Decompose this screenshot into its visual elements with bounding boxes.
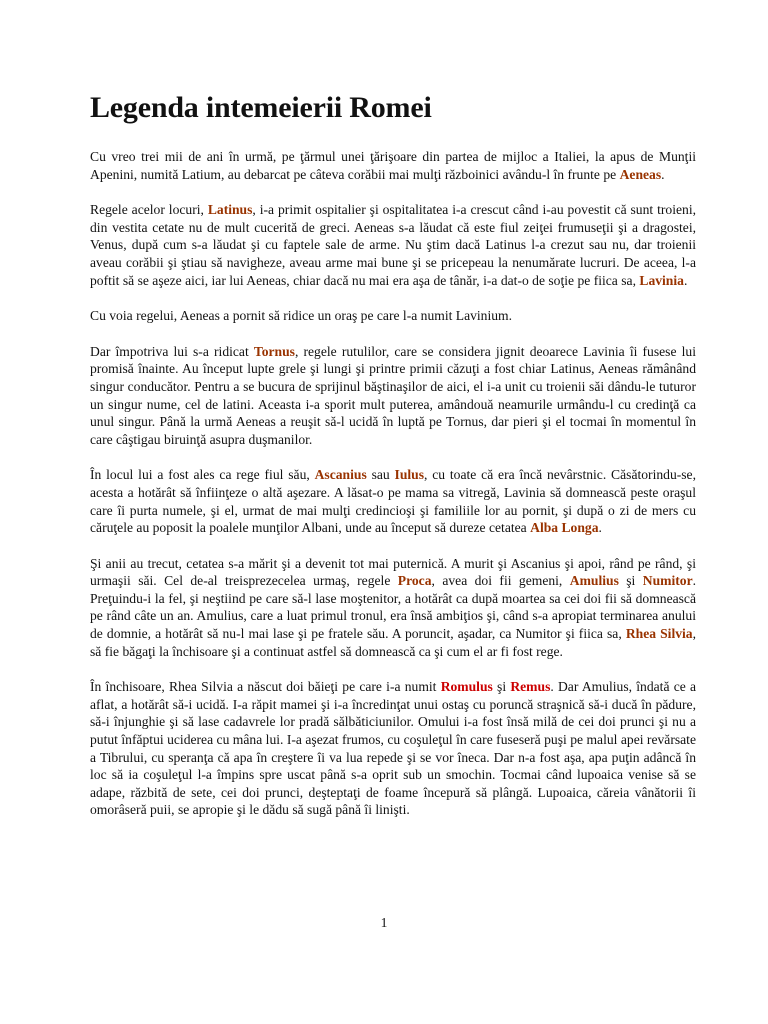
paragraph-text: . Preţuindu-i la fel, şi neştiind pe care să-l lase moştenitor, a hotărât ca după moartea sa cei doi fii să domnească pe rând câte un an. Amulius, care a luat primul tronul, era însă ambiţios şi, când s-a apropiat terminarea anului de domnie, a hotărât să nu-l mai lase şi pe fratele său. A poruncit, aşadar, ca Numitor şi fiica sa, bbox=[90, 573, 697, 642]
page-title: Legenda intemeierii Romei bbox=[90, 91, 432, 124]
paragraph-text: , regele rutulilor, care se considera jignit deoarece Lavinia îi fusese lui promisă înainte. Au început lupte grele şi lungi şi printre primii căzuţi a fost chiar Latinus, Aeneas rămânând singur conducător. Pentru a se bucura de sprijinul băştinaşilor de aici, el i-a unit cu troienii săi dându-le tuturor un singur nume, cel de latini. Aceasta i-a sporit mult puterea, amândouă neamurile urmându-l cu credinţă ca unul singur. Până la urmă Aeneas a reuşit să-l ucidă în luptă pe Tornus, dar pieri şi el tocmai în momentul în care câştigau biruinţă asupra duşmanilor. bbox=[90, 343, 696, 447]
page-number: 1 bbox=[380, 915, 388, 930]
paragraph bbox=[90, 555, 696, 661]
paragraph-text: , cu toate că era încă nevârstnic. Căsătorindu-se, acesta a hotărât să înfiinţeze o altă aşezare. A lăsat-o pe mama sa vitregă, Lavinia să domnească peste oraşul care îi purta numele, şi el, urmat de mai mulţi credincioşi şi familiile lor au pornit, şi după o zi de mers cu căruţele au poposit la poalele munţilor Albani, unde au început să dureze cetatea bbox=[90, 467, 696, 536]
highlighted-name: Ascanius bbox=[314, 467, 367, 483]
paragraph-text: . bbox=[683, 272, 688, 288]
paragraph bbox=[90, 343, 696, 449]
paragraph-text: sau bbox=[366, 467, 395, 483]
highlighted-name: Proca bbox=[397, 573, 432, 589]
paragraph bbox=[90, 148, 696, 183]
highlighted-name: Numitor bbox=[642, 573, 693, 589]
paragraph-text: Regele acelor locuri, bbox=[90, 202, 208, 218]
paragraph-text: . bbox=[661, 166, 665, 182]
highlighted-name: Aeneas bbox=[619, 166, 662, 182]
highlighted-name: Iulus bbox=[394, 467, 425, 483]
highlighted-name: Latinus bbox=[207, 202, 253, 218]
highlighted-name: Remus bbox=[510, 679, 551, 695]
paragraph-text: Cu voia regelui, Aeneas a pornit să ridice un oraş pe care l-a numit Lavinium. bbox=[90, 308, 513, 324]
paragraph-text: , să fie băgaţi la închisoare şi a continuat astfel să domnească ca şi cum el ar fi fost rege. bbox=[90, 626, 697, 659]
paragraph-text: , i-a primit ospitalier şi ospitalitatea i-a crescut când i-au povestit că sunt troieni, din vestita cetate nu de mult cucerită de greci. Aeneas s-a lăudat că este fiul zeiţei frumuseţii şi a dragostei, Venus, după cum s-a lăudat şi cu faptele sale de arme. Nu ştim dacă Latinus l-a crezut sau nu, dar troienii aveau corăbii şi ştiau să navigheze, aveau arme mai bune şi se pricepeau la nenumărate lucruri. De aceea, l-a poftit să se aşeze aici, iar lui Aeneas, chiar dacă nu mai era aşa de tânăr, i-a dat-o de soţie pe fiica sa, bbox=[90, 202, 696, 288]
paragraph-text: şi bbox=[618, 573, 643, 589]
paragraph bbox=[90, 466, 696, 536]
document-body bbox=[90, 148, 696, 819]
paragraph bbox=[90, 307, 696, 325]
paragraph-text: , avea doi fii gemeni, bbox=[431, 573, 570, 589]
paragraph-text: În locul lui a fost ales ca rege fiul său, bbox=[90, 467, 315, 483]
highlighted-name: Rhea Silvia bbox=[625, 626, 693, 642]
paragraph-text: şi bbox=[492, 679, 511, 695]
paragraph-text: Cu vreo trei mii de ani în urmă, pe ţărmul unei ţărişoare din partea de mijloc a Italiei, la apus de Munţii Apenini, numită Latium, au debarcat pe câteva corăbii mai mulţi războinici avându-l în frunte pe bbox=[90, 149, 696, 182]
paragraph-text: Dar împotriva lui s-a ridicat bbox=[90, 343, 254, 359]
paragraph bbox=[90, 201, 696, 289]
paragraph-text: În închisoare, Rhea Silvia a născut doi băieţi pe care i-a numit bbox=[90, 679, 441, 695]
document-page bbox=[90, 90, 696, 837]
paragraph-text: Şi anii au trecut, cetatea s-a mărit şi a devenit tot mai puternică. A murit şi Ascanius şi apoi, rând pe rând, şi urmaşii săi. Cel de-al treisprezecelea urmaş, regele bbox=[90, 555, 696, 589]
highlighted-name: Alba Longa bbox=[530, 520, 599, 536]
highlighted-name: Amulius bbox=[569, 573, 619, 589]
paragraph-text: . bbox=[598, 520, 602, 536]
paragraph bbox=[90, 678, 696, 819]
highlighted-name: Romulus bbox=[440, 679, 493, 695]
highlighted-name: Tornus bbox=[253, 343, 295, 359]
paragraph-text: . Dar Amulius, îndată ce a aflat, a hotărât să-i ucidă. I-a răpit mamei şi i-a încredinţat unui ostaş cu poruncă straşnică să-i ducă în pădure, să-i înjunghie şi să lase cadavrele lor pradă sălbăticiunilor. Omului i-a fost însă milă de cei doi prunci şi nu a putut înfăptui uciderea cu mâna lui. I-a aşezat frumos, cu coşuleţul în care fuseseră puşi pe malul apei revărsate a Tibrului, cu speranţa că apa în creştere îi va lua repede şi se vor îneca. Dar n-a fost aşa, apa puţin adâncă în loc să ia coşuleţul l-a împins spre uscat până s-a oprit sub un smochin. Tocmai când lupoaica venise să se adape, răzbită de sete, cei doi prunci, deşteptaţi de foame începură să plângă. Lupoaica, căreia vânătorii îi omorâseră puii, se apropie şi le dădu să sugă până îi linişti. bbox=[90, 679, 697, 818]
highlighted-name: Lavinia bbox=[639, 272, 684, 288]
